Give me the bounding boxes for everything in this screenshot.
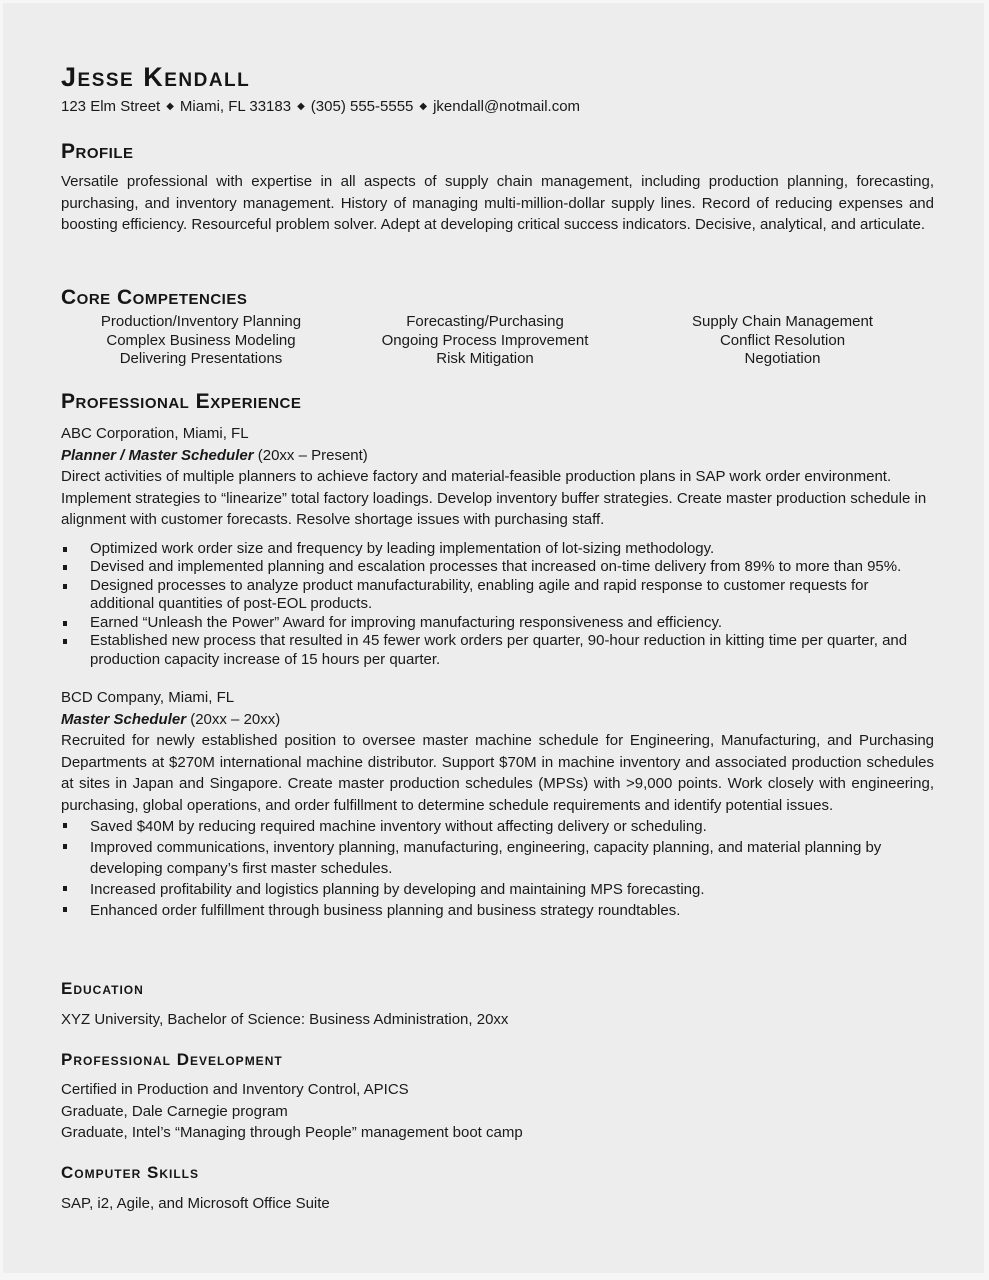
- computer-skills-heading: Computer Skills: [61, 1163, 200, 1182]
- contact-line: [61, 97, 934, 117]
- resume-page: [3, 3, 984, 1273]
- education-item: XYZ University, Bachelor of Science: Business Administration, 20xx: [61, 1011, 509, 1028]
- development-heading: Professional Development: [61, 1050, 283, 1069]
- competency-item: Production/Inventory Planning: [100, 313, 302, 330]
- contact-address: 123 Elm Street: [61, 98, 161, 115]
- achievement-item: Designed processes to analyze product manufacturability, enabling agile and rapid response to customer requests for additional quantities of post-EOL products.: [61, 577, 934, 614]
- experience-heading: Professional Experience: [61, 390, 302, 413]
- development-item: Certified in Production and Inventory Control, APICS: [61, 1081, 409, 1098]
- job-company: ABC Corporation, Miami, FL: [61, 425, 249, 442]
- contact-email: jkendall@notmail.com: [433, 98, 581, 115]
- job-description: Recruited for newly established position to oversee master machine schedule for Engineering, Manufacturing, and Purchasing Departments at $270M international machine distributor. Support $70M in machine inventory and associated production schedules at sites in Japan and Singapore. Create master production schedules (MPSs) with >9,000 points. Work closely with engineering, purchasing, global operations, and order fulfillment to determine schedule requirements and identify potential issues.: [61, 732, 934, 814]
- job-entry: [61, 687, 934, 921]
- job-entry: [61, 423, 934, 669]
- competency-item: Negotiation: [744, 350, 821, 367]
- competency-item: Conflict Resolution: [719, 331, 846, 349]
- competency-item: Ongoing Process Improvement: [381, 331, 589, 349]
- contact-phone: (305) 555-5555: [310, 98, 414, 115]
- diamond-separator-icon: ◆: [166, 101, 174, 112]
- job-title: Planner / Master Scheduler: [61, 446, 254, 464]
- development-list: [61, 1079, 934, 1144]
- job-description: Direct activities of multiple planners to achieve factory and material-feasible production plans in SAP work order environment. Implement strategies to “linearize” total factory loadings. Develop inventory buffer strategies. Create master production schedule in alignment with customer forecasts. Resolve shortage issues with purchasing staff.: [61, 468, 927, 528]
- diamond-separator-icon: ◆: [297, 101, 305, 112]
- job-dates: (20xx – 20xx): [186, 710, 281, 728]
- achievement-item: Devised and implemented planning and escalation processes that increased on-time delivery from 89% to more than 95%.: [61, 558, 934, 577]
- competencies-grid: [61, 313, 934, 369]
- achievement-item: Improved communications, inventory planning, manufacturing, engineering, capacity planning, and material planning by developing company’s first master schedules.: [61, 837, 934, 879]
- experience-section: [61, 389, 934, 921]
- competencies-heading: Core Competencies: [61, 286, 248, 309]
- competency-column: [341, 313, 629, 369]
- profile-section: [61, 139, 934, 236]
- competency-item: Forecasting/Purchasing: [406, 313, 564, 330]
- education-section: [61, 978, 934, 1031]
- achievement-item: Saved $40M by reducing required machine inventory without affecting delivery or scheduling.: [61, 816, 934, 837]
- achievement-item: Established new process that resulted in 45 fewer work orders per quarter, 90-hour reduction in kitting time per quarter, and production capacity increase of 15 hours per quarter.: [61, 632, 934, 669]
- competency-item: Supply Chain Management: [692, 313, 873, 330]
- achievement-item: Increased profitability and logistics planning by developing and maintaining MPS forecasting.: [61, 879, 934, 900]
- job-company: BCD Company, Miami, FL: [61, 689, 235, 706]
- contact-city: Miami, FL 33183: [179, 98, 292, 115]
- competency-item: Complex Business Modeling: [106, 331, 296, 349]
- computer-skills-item: SAP, i2, Agile, and Microsoft Office Suite: [61, 1195, 330, 1212]
- job-achievements: [61, 540, 934, 670]
- job-title: Master Scheduler: [61, 710, 187, 728]
- competencies-section: [61, 285, 934, 369]
- achievement-item: Enhanced order fulfillment through business planning and business strategy roundtables.: [61, 900, 934, 921]
- profile-text: Versatile professional with expertise in all aspects of supply chain management, including production planning, forecasting, purchasing, and inventory management. History of managing multi-million-dollar supply lines. Record of reducing expenses and boosting efficiency. Resourceful problem solver. Adept at developing critical success indicators. Decisive, analytical, and articulate.: [61, 173, 934, 233]
- competency-column: [629, 313, 936, 369]
- diamond-separator-icon: ◆: [419, 101, 428, 112]
- job-dates: (20xx – Present): [253, 446, 368, 464]
- competency-item: Delivering Presentations: [119, 350, 283, 367]
- development-section: [61, 1049, 934, 1144]
- resume-header: [61, 61, 934, 117]
- job-title-line: [61, 709, 934, 731]
- competency-item: Risk Mitigation: [436, 350, 534, 367]
- profile-heading: Profile: [61, 140, 134, 163]
- competency-column: [61, 313, 341, 369]
- education-heading: Education: [61, 979, 144, 998]
- computer-skills-section: [61, 1162, 934, 1215]
- job-title-line: [61, 445, 934, 467]
- candidate-name: Jesse Kendall: [61, 62, 251, 92]
- achievement-item: Optimized work order size and frequency by leading implementation of lot-sizing methodology.: [61, 540, 934, 559]
- development-item: Graduate, Intel’s “Managing through People” management boot camp: [61, 1124, 523, 1141]
- job-achievements: [61, 816, 934, 921]
- development-item: Graduate, Dale Carnegie program: [61, 1102, 288, 1120]
- achievement-item: Earned “Unleash the Power” Award for improving manufacturing responsiveness and efficiency.: [61, 614, 934, 633]
